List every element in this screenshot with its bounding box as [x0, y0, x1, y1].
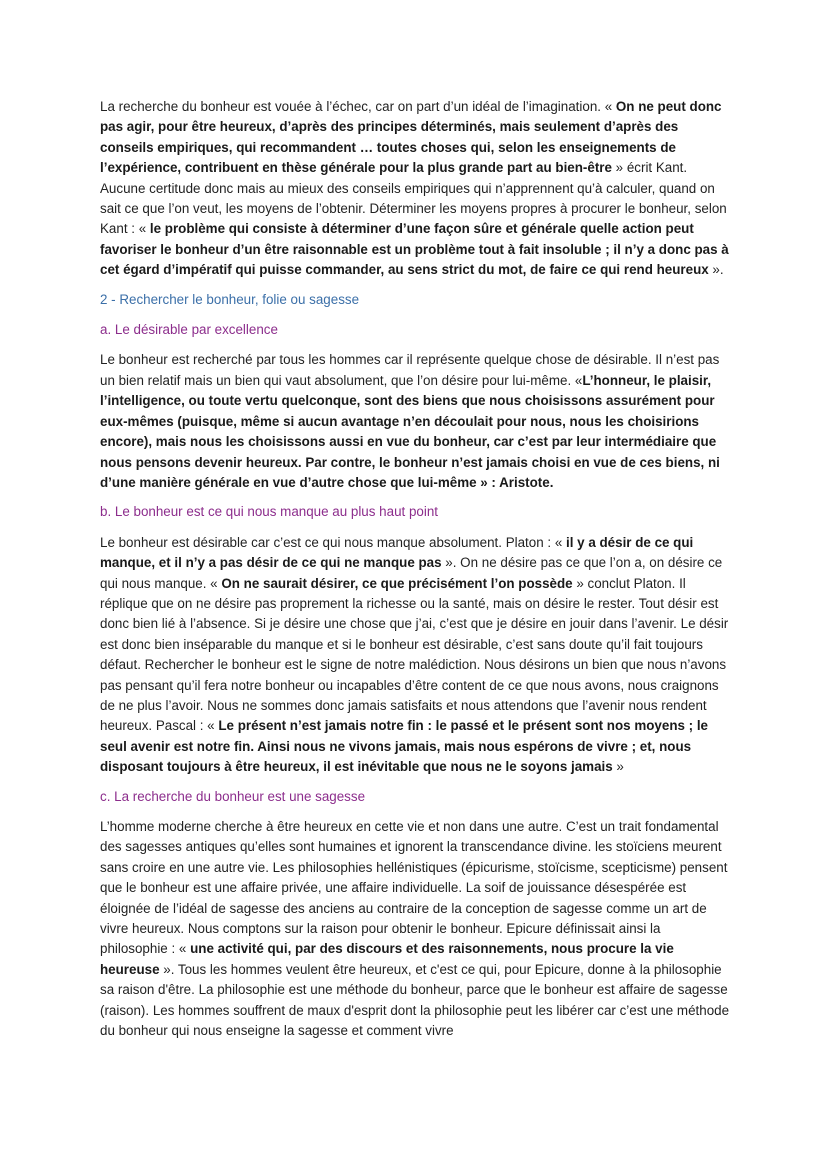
text-run: L’homme moderne cherche à être heureux en cette vie et non dans une autre. C’est un trait fondamental des sagesses antiques qu’elles sont humaines et ignorent la transcendance divine. les stoïciens meurent sans croire en une autre vie. Les philosophies hellénistiques (épicurisme, stoïcisme, scepticisme) pensent que le bonheur est une affaire privée, une affaire individuelle. La soif de jouissance désespérée est éloignée de l’idéal de sagesse des anciens au contraire de la conception de sagesse comme un art de vivre heureux. Nous comptons sur la raison pour obtenir le bonheur. Epicure définissait ainsi la philosophie : « — [100, 819, 728, 957]
aristote-quote: L’honneur, le plaisir, l’intelligence, ou toute vertu quelconque, sont des biens que nous choisissons assurément pour eux-mêmes (puisque, même si aucun avantage n’en découlait pour nous, nous les choisirions encore), mais nous les choisissons aussi en vue du bonheur, car c’est par leur intermédiaire que nous pensons devenir heureux. Par contre, le bonheur n’est jamais choisi en vue de ces biens, ni d’une manière générale en vue d’autre chose que lui-même » : Aristote. — [100, 372, 720, 490]
text-run: ». On ne désire pas ce que l’on a, on désire ce qui nous manque. « — [100, 555, 723, 591]
text-run: » écrit Kant. Aucune certitude donc mais au mieux des conseils empiriques qui n’apprennent qu’à calculer, quand on sait ce que l’on veut, les moyens de l’obtenir. Déterminer les moyens propres à procurer le bonheur, selon Kant : « — [100, 160, 727, 237]
epicure-quote: une activité qui, par des discours et des raisonnements, nous procure la vie heureuse — [100, 941, 674, 977]
subsection-heading-c: c. La recherche du bonheur est une sagesse — [100, 788, 366, 804]
document-page — [100, 97, 730, 1050]
text-run: La recherche du bonheur est vouée à l’échec, car on part d’un idéal de l’imagination. « — [100, 99, 616, 114]
intro-paragraph — [100, 97, 730, 281]
text-run: Le bonheur est désirable car c’est ce qui nous manque absolument. Platon : « — [100, 534, 566, 550]
subsection-heading-b: b. Le bonheur est ce qui nous manque au plus haut point — [100, 504, 438, 520]
platon-quote: il y a désir de ce qui manque, et il n’y a pas désir de ce qui ne manque pas — [100, 534, 694, 571]
text-run: ». — [708, 262, 724, 278]
section-heading: 2 - Rechercher le bonheur, folie ou sagesse — [100, 291, 360, 307]
text-run: » conclut Platon. Il réplique que on ne désire pas proprement la richesse ou la santé, mais on désire le rester. Tout désir est donc bien lié à l’absence. Si je désire une chose que j’ai, c’est que je désire en jouir dans l’avenir. Le désir est donc bien inséparable du manque et si le bonheur est désirable, c’est sans doute qu’il fait toujours défaut. Rechercher le bonheur est le signe de notre malédiction. Nous désirons un bien que nous n’avons pas pensant qu’il fera notre bonheur ou incapables d’être content de ce que nous avons, nous craignons de ne plus l’avoir. Nous ne sommes donc jamais satisfaits et nous attendons que l’avenir nous rendent heureux. Pascal : « — [100, 575, 729, 734]
platon-quote: On ne saurait désirer, ce que précisément l’on possède — [221, 575, 573, 591]
text-run: ». Tous les hommes veulent être heureux, et c'est ce qui, pour Epicure, donne à la philosophie sa raison d'être. La philosophie est une méthode du bonheur, parce que le bonheur est affaire de sagesse (raison). Les hommes souffrent de maux d'esprit dont la philosophie peut les libérer car c’est une méthode du bonheur qui nous enseigne la sagesse et comment vivre — [100, 961, 730, 1039]
subsection-heading-a: a. Le désirable par excellence — [100, 322, 278, 338]
text-run: » — [612, 759, 624, 775]
kant-quote: On ne peut donc pas agir, pour être heureux, d’après des principes déterminés, mais seulement d’après des conseils empiriques, qui recommandent … toutes choses qui, selon les enseignements de l’expérience, contribuent en thèse générale pour la plus grande part au bien-être — [100, 99, 722, 176]
pascal-quote: Le présent n’est jamais notre fin : le passé et le présent sont nos moyens ; le seul avenir est notre fin. Ainsi nous ne vivons jamais, mais nous espérons de vivre ; et, nous disposant toujours à être heureux, il est inévitable que nous ne le soyons jamais — [100, 718, 709, 775]
text-run: Le bonheur est recherché par tous les hommes car il représente quelque chose de désirable. Il n’est pas un bien relatif mais un bien qui vaut absolument, que l’on désire pour lui-même. « — [100, 352, 720, 388]
paragraph-b — [100, 533, 730, 778]
paragraph-c — [100, 817, 730, 1041]
paragraph-a — [100, 350, 730, 493]
kant-quote: le problème qui consiste à déterminer d’une façon sûre et générale quelle action peut favoriser le bonheur d’un être raisonnable est un problème tout à fait insoluble ; il n’y a donc pas à cet égard d’impératif qui puisse commander, au sens strict du mot, de faire ce qui rend heureux — [100, 221, 729, 278]
